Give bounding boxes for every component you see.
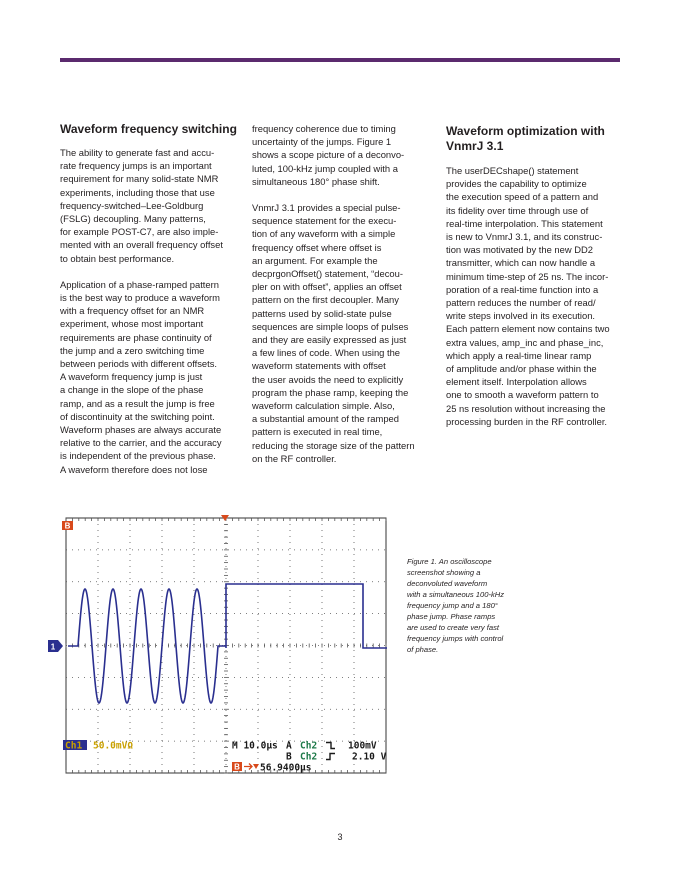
trigger-b-label: B [64,521,71,531]
column-middle [252,122,432,465]
paragraph: VnmrJ 3.1 provides a special pulse- sequence statement for the execu- tion of any waveform with a simple frequency offset where offset is an argument. For example the decprgonOffset() statement, “decou- pler on with offset”, applies an offset pattern on the first decoupler. Many patterns used by solid-state pulse sequences are simple loops of pulses and they are easily expressed as just a few lines of code. When using the waveform statements with offset the user avoids the need to explicitly program the phase ramp, keeping the waveform calculation simple. Also, a substantial amount of the ramped pattern is executed in real time, reducing the storage size of the pattern on the RF controller. [252,202,415,464]
paragraph: frequency coherence due to timing uncertainty of the jumps. Figure 1 shows a scope picture of a deconvo- luted, 100-kHz jump coupled with a simultaneous 180° phase shift. [252,123,405,187]
ch1-box-label: Ch1 [65,740,83,752]
column-left [60,122,242,476]
paragraph: Application of a phase-ramped pattern is the best way to produce a waveform with a frequency offset for an NMR experiment, whose most important requirements are phase continuity of the jump and a zero switching time between periods with different offsets. A waveform frequency jump is just a change in the slope of the phase ramp, and as a result the jump is free of discontinuity at the switching point. Waveform phases are always accurate relative to the carrier, and the accuracy is independent of the previous phase. A waveform therefore does not lose [60,278,222,475]
figure-caption: Figure 1. An oscilloscope screenshot showing a deconvoluted waveform with a simultaneous 100-kHz frequency jump and a 180° phase jump. Phase ramps are used to create very fast frequency jumps with control of phase. [407,557,505,654]
trigger-a-label: A [286,740,292,752]
delay-value: 56.9400µs [260,762,312,774]
oscilloscope-screenshot [50,515,390,777]
ch1-scale: 50.0mVΩ [93,740,134,752]
delay-b-label: B [234,762,240,772]
section-heading-frequency-switching: Waveform frequency switching [60,122,237,136]
trigger-b-readout-label: B [286,751,292,763]
column-right [446,124,626,428]
timebase: M 10.0µs [232,740,278,752]
trigger-a-level: 100mV [348,740,377,752]
section-heading-waveform-optimization: Waveform optimization with VnmrJ 3.1 [446,124,605,153]
trigger-b-level: 2.10 V [352,751,387,763]
channel-1-label: 1 [50,642,56,652]
trigger-a-channel: Ch2 [300,740,318,752]
paragraph: The userDECshape() statement provides the capability to optimize the execution speed of a pattern and its fidelity over time through use of real-time interpolation. This statement is new to VnmrJ 3.1, and its construc- tion was motivated by the new DD2 transmitter, which can now handle a minimum time-step of 25 ns. The incor- poration of a real-time function into a pattern reduces the number of read/ write steps involved in its execution. Each pattern element now contains two extra values, amp_inc and phase_inc, which apply a real-time linear ramp of amplitude and/or phase within the element itself. Interpolation allows one to smooth a waveform pattern to 25 ns resolution without increasing the processing burden in the RF controller. [446,165,610,427]
header-rule [60,58,620,62]
page-number: 3 [337,832,343,842]
trigger-b-channel: Ch2 [300,751,318,763]
paragraph: The ability to generate fast and accu- rate frequency jumps is an important requirement for many solid-state NMR experiments, including those that use frequency-switched–Lee-Goldburg (FSLG) decoupling. Many patterns, for example POST-C7, are also imple- mented with an overall frequency offset to obtain best performance. [60,147,223,264]
